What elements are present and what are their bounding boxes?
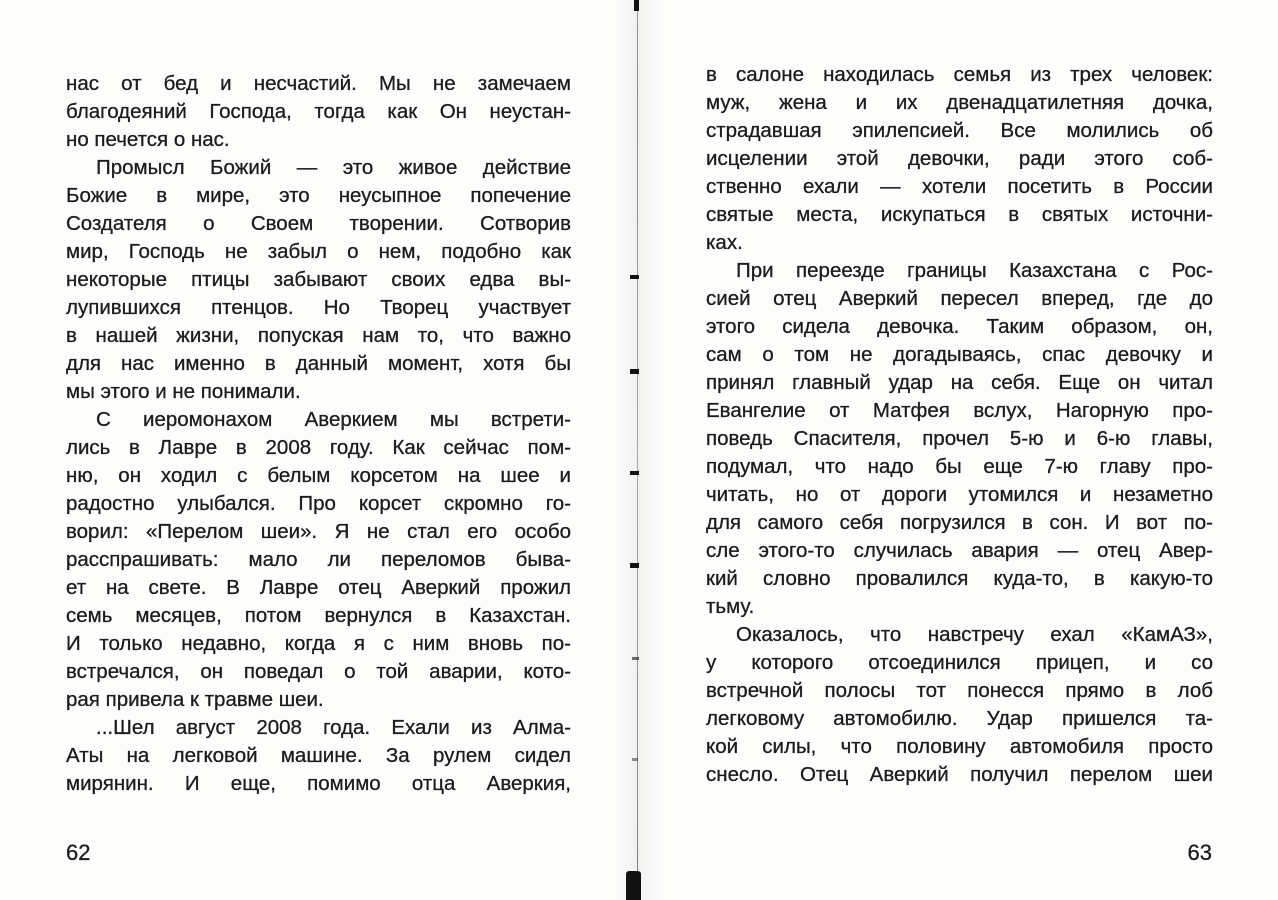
text-line: у которого отсоединился прицеп, и со xyxy=(706,651,1213,674)
binding-mark xyxy=(632,657,639,660)
text-line: Аты на легковой машине. За рулем сидел xyxy=(66,744,571,767)
text-line: мирянин. И еще, помимо отца Аверкия, xyxy=(66,772,571,795)
text-line: кий словно провалился куда-то, в какую-то xyxy=(706,567,1213,590)
binding-mark xyxy=(630,275,639,279)
text-line: С иеромонахом Аверкием мы встрети- xyxy=(96,408,571,431)
book-gutter xyxy=(637,0,638,900)
binding-mark xyxy=(630,471,639,475)
binding-mark xyxy=(630,369,639,374)
text-line: но печется о нас. xyxy=(66,128,230,151)
text-line: Оказалось, что навстречу ехал «КамАЗ», xyxy=(736,623,1213,646)
binding-mark xyxy=(630,563,639,568)
text-line: встречался, он поведал о той аварии, кото- xyxy=(66,660,571,683)
text-line: При переезде границы Казахстана с Рос- xyxy=(736,259,1213,282)
text-line: в нашей жизни, попуская нам то, что важно xyxy=(66,324,571,347)
text-line: святые места, искупаться в святых источни- xyxy=(706,203,1213,226)
page-number-right: 63 xyxy=(1187,840,1212,865)
text-line: муж, жена и их двенадцатилетняя дочка, xyxy=(706,91,1213,114)
text-line: ках. xyxy=(706,231,743,254)
binding-mark xyxy=(634,0,639,11)
text-line: страдавшая эпилепсией. Все молились об xyxy=(706,119,1213,142)
text-line: сам о том не догадываясь, спас девочку и xyxy=(706,343,1213,366)
text-line: подумал, что надо бы еще 7-ю главу про- xyxy=(706,455,1213,478)
text-line: для самого себя погрузился в сон. И вот по- xyxy=(706,511,1213,534)
text-line: благодеяний Господа, тогда как Он неустан- xyxy=(66,100,571,123)
text-line: встречной полосы тот понесся прямо в лоб xyxy=(706,679,1213,702)
page-left-text xyxy=(66,70,571,798)
text-line: принял главный удар на себя. Еще он читал xyxy=(706,371,1213,394)
text-line: сией отец Аверкий пересел вперед, где до xyxy=(706,287,1213,310)
text-line: ственно ехали — хотели посетить в России xyxy=(706,175,1213,198)
text-line: лись в Лавре в 2008 году. Как сейчас пом- xyxy=(66,436,571,459)
book-gutter-shade xyxy=(615,0,661,900)
text-line: легковому автомобилю. Удар пришелся та- xyxy=(706,707,1213,730)
text-line: в салоне находилась семья из трех человек: xyxy=(706,63,1213,86)
text-line: мир, Господь не забыл о нем, подобно как xyxy=(66,240,571,263)
text-line: поведь Спасителя, прочел 5-ю и 6-ю главы, xyxy=(706,427,1213,450)
text-line: снесло. Отец Аверкий получил перелом шеи xyxy=(706,763,1213,786)
text-line: расспрашивать: мало ли переломов быва- xyxy=(66,548,571,571)
text-line: рая привела к травме шеи. xyxy=(66,688,324,711)
text-line: мы этого и не понимали. xyxy=(66,380,301,403)
text-line: ворил: «Перелом шеи». Я не стал его особо xyxy=(66,520,571,543)
page-right xyxy=(639,0,1278,900)
text-line: ...Шел август 2008 года. Ехали из Алма- xyxy=(96,716,571,739)
binding-mark xyxy=(632,758,638,761)
text-line: сле этого-то случилась авария — отец Авер- xyxy=(706,539,1213,562)
text-line: кой силы, что половину автомобиля просто xyxy=(706,735,1213,758)
text-line: семь месяцев, потом вернулся в Казахстан. xyxy=(66,604,571,627)
text-line: лупившихся птенцов. Но Творец участвует xyxy=(66,296,571,319)
text-line: некоторые птицы забывают своих едва вы- xyxy=(66,268,571,291)
text-line: ет на свете. В Лавре отец Аверкий прожил xyxy=(66,576,571,599)
text-line: нас от бед и несчастий. Мы не замечаем xyxy=(66,72,571,95)
text-line: Божие в мире, это неусыпное попечение xyxy=(66,184,571,207)
page-number-left: 62 xyxy=(66,840,91,865)
text-line: радостно улыбался. Про корсет скромно го- xyxy=(66,492,571,515)
text-line: И только недавно, когда я с ним вновь по- xyxy=(66,632,571,655)
text-line: Промысл Божий — это живое действие xyxy=(96,156,571,179)
text-line: для нас именно в данный момент, хотя бы xyxy=(66,352,571,375)
page-right-text xyxy=(706,61,1213,789)
text-line: этого сидела девочка. Таким образом, он, xyxy=(706,315,1213,338)
binding-mark-bottom xyxy=(626,871,641,900)
text-line: тьму. xyxy=(706,595,755,618)
text-line: читать, но от дороги утомился и незаметно xyxy=(706,483,1213,506)
text-line: исцелении этой девочки, ради этого соб- xyxy=(706,147,1213,170)
text-line: Евангелие от Матфея вслух, Нагорную про- xyxy=(706,399,1213,422)
text-line: Создателя о Своем творении. Сотворив xyxy=(66,212,571,235)
text-line: ню, он ходил с белым корсетом на шее и xyxy=(66,464,571,487)
